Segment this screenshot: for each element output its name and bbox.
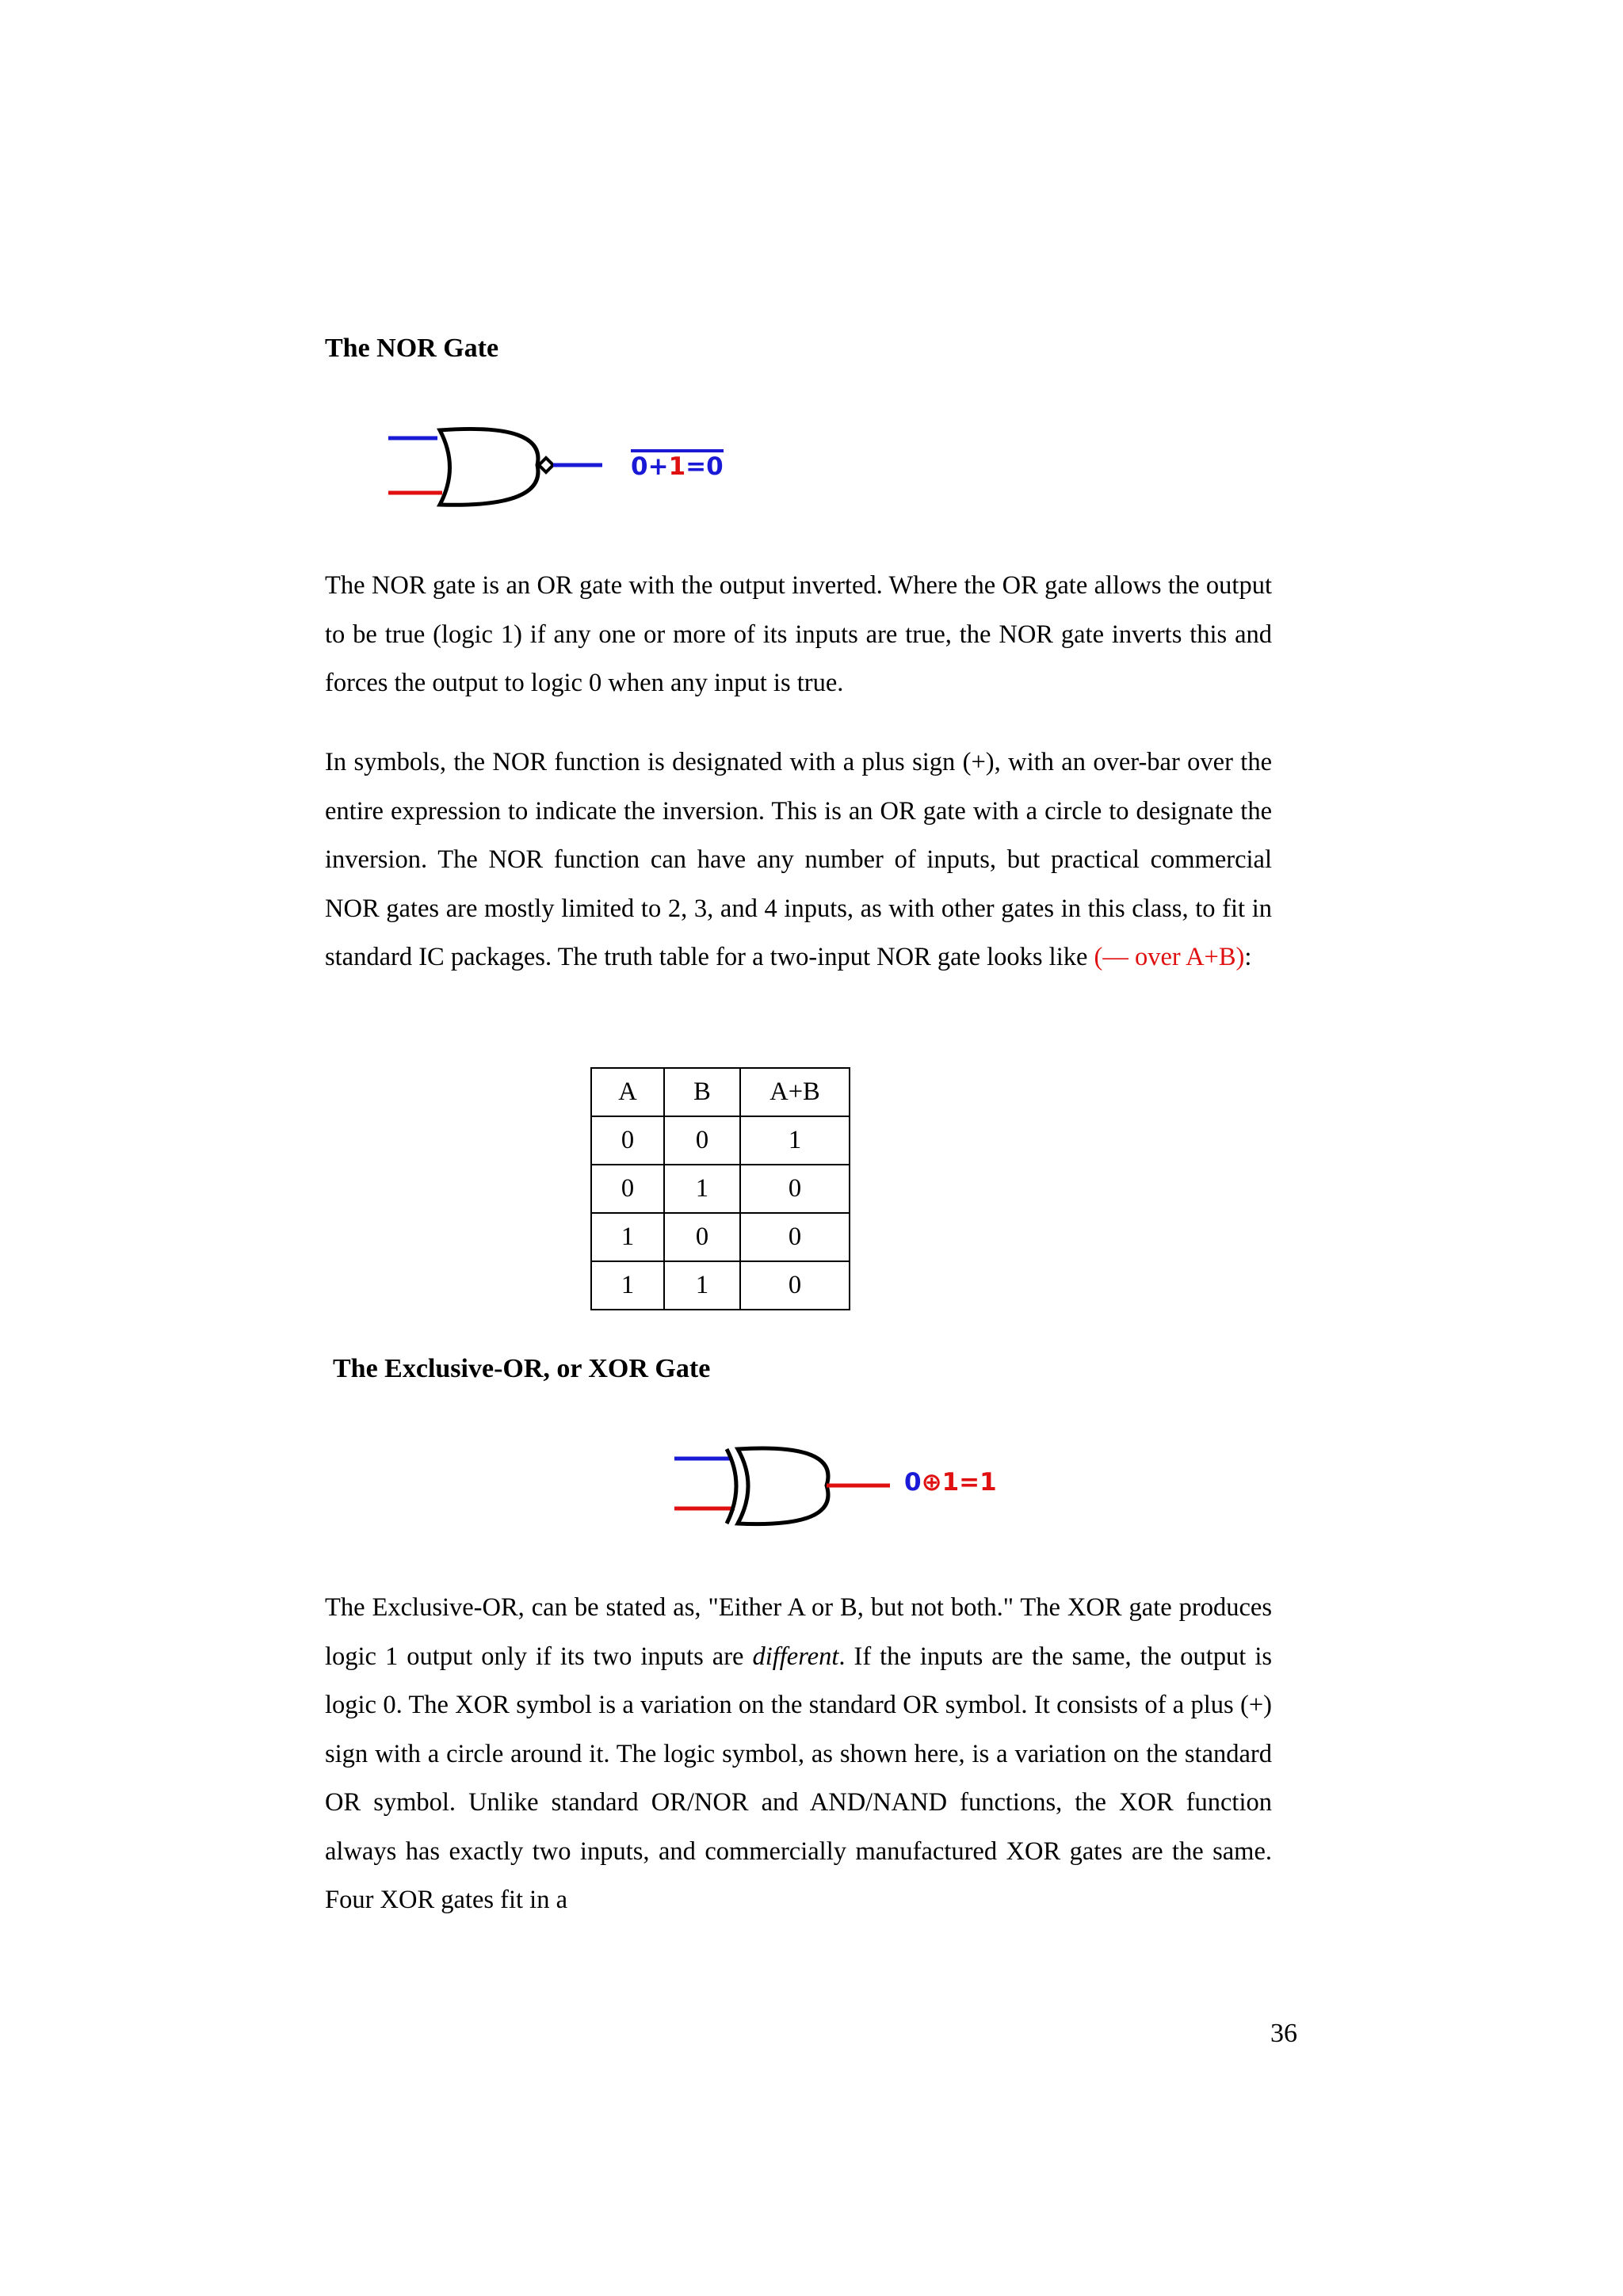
xor-eq-input-a: 0	[904, 1468, 922, 1497]
header-output: A+B	[740, 1068, 850, 1116]
cell: 0	[664, 1213, 740, 1261]
table-row	[591, 1213, 850, 1261]
nor-eq-input-b: 1	[668, 452, 686, 481]
xor-gate-heading: The Exclusive-OR, or XOR Gate	[333, 1354, 711, 1383]
cell: 0	[591, 1165, 664, 1213]
cell: 0	[740, 1165, 850, 1213]
xor-paragraph: The Exclusive-OR, can be stated as, "Either A or B, but not both." The XOR gate produces logic 1 output only if its two inputs are different. If the inputs are the same, the output is logic 0. The XOR symbol is a variation on the standard OR symbol. It consists of a plus (+) sign with a circle around it. The logic symbol, as shown here, is a variation on the standard OR symbol. Unlike standard OR/NOR and AND/NAND functions, the XOR function always has exactly two inputs, and commercially manufactured XOR gates are the same. Four XOR gates fit in a	[325, 1593, 1272, 1914]
nor-eq-result: =0	[685, 452, 724, 481]
header-b: B	[664, 1068, 740, 1116]
nor-inversion-bubble	[539, 458, 553, 472]
cell: 1	[591, 1261, 664, 1310]
nor-gate-symbol	[380, 416, 618, 519]
table-row	[591, 1165, 850, 1213]
xor-gate-body	[738, 1448, 828, 1524]
nor-paragraph-1: The NOR gate is an OR gate with the output inverted. Where the OR gate allows the output to be true (logic 1) if any one or more of its inputs are true, the NOR gate inverts this and forces the output to logic 0 when any input is true.	[325, 571, 1272, 697]
emphasis-different: different	[752, 1642, 839, 1671]
cell: 0	[740, 1261, 850, 1310]
cell: 1	[664, 1261, 740, 1310]
table-row	[591, 1116, 850, 1165]
xor-gate-symbol	[670, 1438, 899, 1541]
xor-eq-result: 1=1	[941, 1468, 997, 1497]
nor-truth-table	[590, 1067, 850, 1310]
xor-equation	[904, 1468, 997, 1497]
page-number: 36	[1270, 2019, 1297, 2048]
nor-gate-heading: The NOR Gate	[325, 334, 499, 363]
cell: 0	[591, 1116, 664, 1165]
header-a: A	[591, 1068, 664, 1116]
nor-gate-body	[440, 429, 538, 505]
cell: 1	[591, 1213, 664, 1261]
cell: 0	[740, 1213, 850, 1261]
cell: 1	[740, 1116, 850, 1165]
cell: 1	[664, 1165, 740, 1213]
nor-eq-input-a: 0	[631, 452, 648, 481]
nor-eq-plus: +	[647, 452, 669, 481]
truth-table-header-row	[591, 1068, 850, 1116]
xor-eq-operator: ⊕	[921, 1468, 942, 1497]
nor-equation	[631, 449, 724, 481]
table-row	[591, 1261, 850, 1310]
overbar-note: (— over A+B)	[1094, 943, 1245, 971]
cell: 0	[664, 1116, 740, 1165]
nor-paragraph-2: In symbols, the NOR function is designated with a plus sign (+), with an over-bar over the entire expression to indicate the inversion. This is an OR gate with a circle to designate the inversion. The NOR function can have any number of inputs, but practical commercial NOR gates are mostly limited to 2, 3, and 4 inputs, as with other gates in this class, to fit in standard IC packages. The truth table for a two-input NOR gate looks like (— over A+B):	[325, 748, 1272, 971]
